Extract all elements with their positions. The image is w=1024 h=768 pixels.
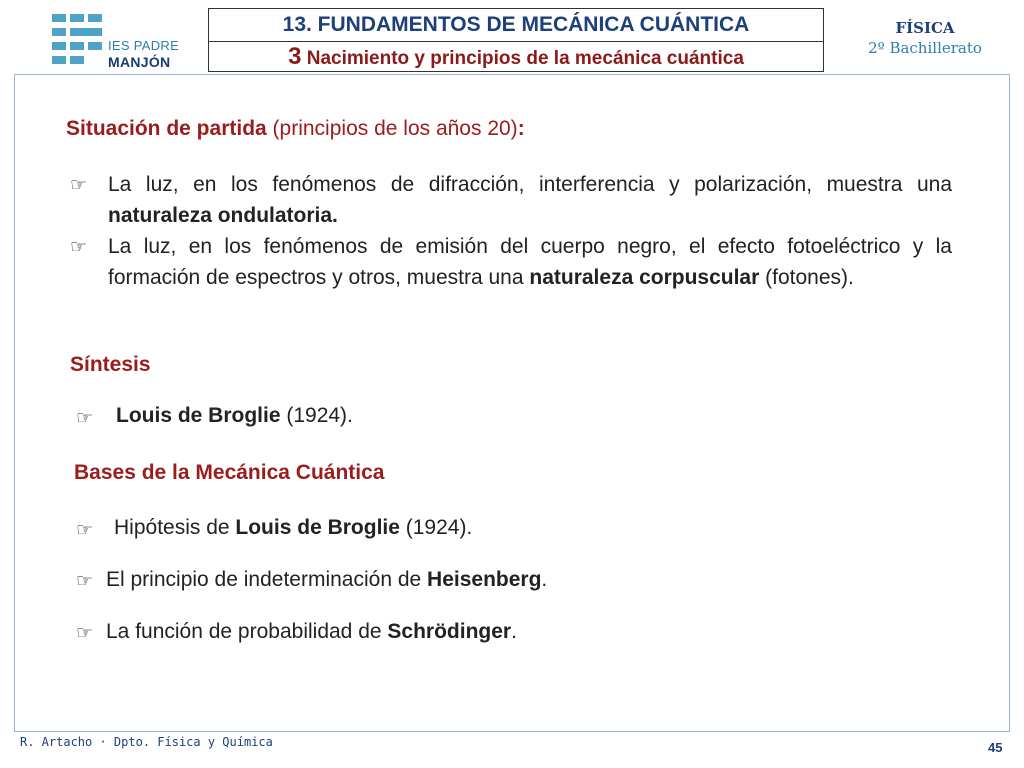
pointing-hand-icon: ☞ [70, 174, 88, 196]
bases-item-schrodinger [106, 620, 517, 644]
bullet-corpuscular-note: (fotones). [759, 265, 854, 289]
sintesis-item-bold: Louis de Broglie [116, 404, 281, 427]
bases-item-schrodinger-text: La función de probabilidad de [106, 620, 388, 643]
logo-text-line2: MANJÓN [108, 54, 171, 70]
heading-situacion-colon: : [517, 117, 525, 140]
pointing-hand-icon: ☞ [76, 622, 94, 644]
heading-bases: Bases de la Mecánica Cuántica [74, 461, 385, 484]
bases-item-broglie-bold: Louis de Broglie [235, 516, 400, 539]
bases-item-schrodinger-end: . [511, 620, 517, 643]
course-name: 2º Bachillerato [868, 39, 982, 57]
bullet-corpuscular-bold: naturaleza corpuscular [529, 265, 760, 289]
footer-author: R. Artacho · Dpto. Física y Química [20, 735, 273, 749]
sintesis-item-text: (1924). [280, 404, 353, 427]
bullet-ondulatoria-text: La luz, en los fenómenos de difracción, interferencia y polarización, muestra una [108, 173, 952, 196]
section-number: 3 [288, 43, 302, 70]
bullet-ondulatoria-bold: naturaleza ondulatoria. [108, 203, 338, 227]
heading-situacion-text: Situación de partida [66, 117, 267, 140]
logo-text-line1: IES PADRE [108, 38, 180, 53]
page-number: 45 [988, 740, 1003, 755]
bases-item-heisenberg [106, 568, 547, 592]
section-title-text: Nacimiento y principios de la mecánica cuántica [306, 48, 744, 69]
bases-item-heisenberg-bold: Heisenberg [427, 568, 542, 591]
pointing-hand-icon: ☞ [76, 570, 94, 592]
pointing-hand-icon: ☞ [70, 236, 88, 258]
bases-item-broglie-text: Hipótesis de [114, 516, 236, 539]
bullet-corpuscular-text: La luz, en los fenómenos de emisión del cuerpo negro, el efecto fotoeléctrico y la formación de espectros y otros, muestra una [108, 235, 952, 289]
unit-title: 13. FUNDAMENTOS DE MECÁNICA CUÁNTICA [209, 9, 823, 42]
heading-situacion [66, 117, 525, 141]
bases-item-heisenberg-end: . [541, 568, 548, 591]
pointing-hand-icon: ☞ [76, 407, 94, 429]
bases-item-broglie [114, 516, 472, 540]
bases-item-heisenberg-text: El principio de indeterminación de [106, 568, 428, 591]
sintesis-item [116, 404, 353, 428]
subject-name: FÍSICA [895, 19, 955, 37]
bases-item-schrodinger-bold: Schrödinger [387, 620, 512, 643]
bases-item-broglie-note: (1924). [399, 516, 473, 539]
bullet-corpuscular [108, 232, 952, 293]
pointing-hand-icon: ☞ [76, 519, 94, 541]
heading-situacion-note: (principios de los años 20) [272, 117, 518, 140]
heading-sintesis: Síntesis [70, 353, 151, 376]
bullet-ondulatoria [108, 170, 952, 231]
